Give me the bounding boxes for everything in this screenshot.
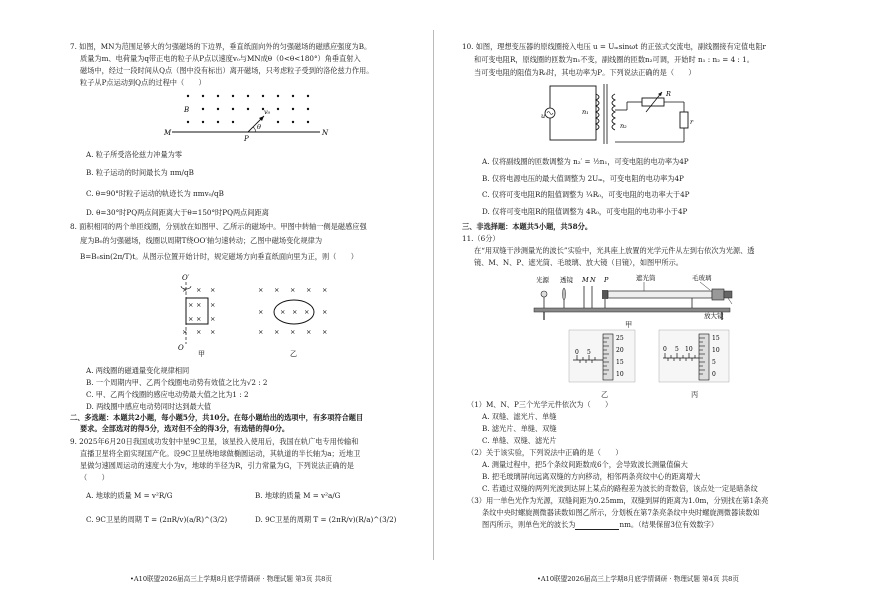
svg-text:×: × <box>188 301 194 309</box>
q7-line2: 质量为m、电荷量为q带正电的粒子从P点以速度v₀与MN成θ（0<θ<180°）角垂直射入 <box>80 54 361 63</box>
q8-yi-cross-marks <box>258 286 327 336</box>
svg-text:×: × <box>182 328 188 336</box>
q7-fig-M: M <box>164 129 172 137</box>
svg-text:×: × <box>292 308 298 316</box>
q11-fig-magnifier: 放大镜 <box>704 312 724 320</box>
q10-fig-n1: n₁ <box>582 108 589 116</box>
svg-text:×: × <box>210 286 216 294</box>
svg-text:×: × <box>290 286 296 294</box>
q10-transformer-circuit <box>542 80 702 150</box>
q11-part2-option-c: C. 若通过双缝的两列光波到达屏上某点的路程差为波长的奇数倍，该点处一定是暗条纹 <box>482 484 758 493</box>
q9-line1: 9. 2025年6月20日我国成功发射中星9C卫星，该星投入使用后，我国在轨广电专用传输和 <box>70 437 359 446</box>
q11-part2-option-b: B. 把毛玻璃屏向远离双缝的方向移动，相邻两条亮纹中心的距离增大 <box>482 472 701 481</box>
svg-text:×: × <box>290 328 296 336</box>
q11-yi-scale-10: 10 <box>616 371 624 378</box>
q11-fig-N: N <box>590 276 596 284</box>
q11-fig-P: P <box>604 276 609 284</box>
right-page <box>437 0 870 591</box>
section2-line2: 要求。全部选对的得5分，选对但不全的得3分，有选错的得0分。 <box>80 424 290 433</box>
q11-fig-label-bing: 丙 <box>691 390 699 399</box>
q11-optical-bench-figure <box>532 268 742 324</box>
svg-text:×: × <box>196 301 202 309</box>
q11-yi-scale-15: 15 <box>616 359 624 366</box>
q7-line1: 7. 如图，MN为范围足够大的匀强磁场的下边界，垂直纸面向外的匀强磁场的磁感应强度为B。 <box>70 42 372 51</box>
q11-bing-ruler-10: 10 <box>685 346 693 353</box>
field-dots <box>187 95 309 123</box>
q7-option-d: D. θ=30°时PQ两点间距离大于θ=150°时PQ两点间距离 <box>86 208 269 217</box>
q11-micrometer-yi <box>567 328 637 390</box>
q10-fig-n2: n₂ <box>620 122 627 130</box>
q9-option-c: C. 9C卫星的周期 T = (2πR/v)(a/R)^(3/2) <box>86 515 228 524</box>
left-page-footer: •A10联盟2026届高三上学期8月底学情调研 · 物理试题 第3页 共8页 <box>130 575 332 583</box>
svg-text:×: × <box>280 308 286 316</box>
q10-fig-R: R <box>666 90 671 98</box>
svg-text:×: × <box>322 328 328 336</box>
svg-text:×: × <box>258 286 264 294</box>
q11-fig-source: 光源 <box>536 276 549 284</box>
q10-option-c: C. 仅将可变电阻R的阻值调整为 ¼R₀，可变电阻的电功率大于4P <box>482 190 690 199</box>
q11-yi-ruler-0: 0 <box>575 349 579 356</box>
left-page <box>0 0 433 591</box>
q11-yi-scale-25: 25 <box>616 335 624 342</box>
svg-text:×: × <box>196 286 202 294</box>
q11-part1-option-a: A. 双缝、滤光片、单缝 <box>482 412 557 421</box>
q7-fig-v0: v₀ <box>264 108 271 116</box>
q11-line1: 11.（6分） <box>462 234 500 243</box>
q10-line3: 当可变电阻的阻值为R₀时，其电功率为P。下列说法正确的是（ ） <box>474 68 696 77</box>
q7-fig-B: B <box>184 106 190 114</box>
q8-fig-o1: O′ <box>182 274 190 282</box>
q11-part3-line1: （3）用一单色光作为光源，双缝间距为0.25mm，双缝到屏的距离为1.0m，分别找在第1条亮 <box>467 496 769 505</box>
q11-part1-option-c: C. 单缝、双缝、滤光片 <box>482 436 557 445</box>
q11-bing-scale-5: 5 <box>712 359 716 366</box>
q11-part3-line3 <box>482 520 718 530</box>
q8-fig-o2: O <box>178 344 184 352</box>
q8-option-a: A. 两线圈的磁通量变化规律相同 <box>86 366 190 375</box>
section2-line1: 二、多选题：本题共2小题，每小题5分，共10分。在每小题给出的选项中，有多项符合题目 <box>70 413 364 422</box>
q11-fig-lens: 透镜 <box>560 276 573 284</box>
svg-text:×: × <box>258 308 264 316</box>
q7-option-c: C. θ=90°时粒子运动的轨迹长为 πmv₀/qB <box>86 189 224 198</box>
q9-line2: 直播卫星将全面实现国产化。设9C卫星绕地球做椭圆运动，其轨道的半长轴为a；近地卫 <box>80 449 361 458</box>
q7-option-b: B. 粒子运动的时间最长为 πm/qB <box>86 168 194 177</box>
q7-option-a: A. 粒子所受洛伦兹力冲量为零 <box>86 150 183 159</box>
svg-text:×: × <box>274 286 280 294</box>
q11-part1: （1）M、N、P三个光学元件依次为（ ） <box>467 400 613 409</box>
q11-fig-M: M <box>582 276 589 284</box>
q11-part1-option-b: B. 滤光片、单缝、双缝 <box>482 424 557 433</box>
q11-bing-scale-10: 10 <box>712 347 720 354</box>
q8-line3: B=B₀sin(2π/T)t。从图示位置开始计时，规定磁场方向垂直纸面向里为正，则（ ） <box>80 252 358 261</box>
q9-option-b: B. 地球的质量 M = v²a/G <box>255 491 341 500</box>
q7-fig-theta: θ <box>257 123 261 131</box>
svg-text:×: × <box>322 286 328 294</box>
q11-fig-glass: 毛玻璃 <box>692 274 712 282</box>
q9-option-d: D. 9C卫星的周期 T = (2πR/v)(R/a)^(3/2) <box>255 515 397 524</box>
svg-text:×: × <box>274 328 280 336</box>
page-divider <box>433 30 434 560</box>
q11-bing-scale-0: 0 <box>712 371 716 378</box>
q8-coils-figure <box>170 272 350 358</box>
svg-text:×: × <box>258 328 264 336</box>
q10-line2: 和可变电阻R，原线圈的匝数为n₁不变，副线圈的匝数n₂可调，开始时 n₁ : n₂ = 4 : 1。 <box>474 55 754 64</box>
q10-option-a: A. 仅将副线圈的匝数调整为 n₂′ = ½n₁，可变电阻的电功率为4P <box>482 157 689 166</box>
q7-magnetic-field-figure <box>160 90 330 142</box>
q11-micrometer-bing <box>657 328 731 390</box>
q11-part3-text-pre: 图丙所示，则单色光的波长为 <box>482 520 576 529</box>
q7-line3: 磁场中，经过一段时间从Q点（图中没有标出）离开磁场，只考虑粒子受到的洛伦兹力作用。 <box>80 66 374 75</box>
q11-part3-line2: 条纹中央时螺旋测微器读数如图乙所示，分划板在第7条亮条纹中央时螺旋测微器读数如 <box>482 508 760 517</box>
q8-option-c: C. 甲、乙两个线圈的感应电动势最大值之比为1 : 2 <box>86 390 249 399</box>
q10-option-b: B. 仅将电源电压的最大值调整为 2Uₘ，可变电阻的电功率为4P <box>482 174 684 183</box>
section3-title: 三、非选择题：本题共5小题，共58分。 <box>462 222 593 231</box>
q7-fig-N: N <box>322 129 329 137</box>
svg-text:×: × <box>182 286 188 294</box>
q8-jia-cross-marks <box>182 286 215 336</box>
q11-bing-ruler-5: 5 <box>675 346 679 353</box>
svg-text:×: × <box>196 328 202 336</box>
q8-fig-yi: 乙 <box>290 350 297 358</box>
q11-part2: （2）关于该实验，下列说法中正确的是（ ） <box>467 448 623 457</box>
svg-text:×: × <box>210 328 216 336</box>
svg-text:×: × <box>188 315 194 323</box>
right-page-footer: •A10联盟2026届高三上学期8月底学情调研 · 物理试题 第4页 共8页 <box>537 575 739 583</box>
q10-fig-r: r <box>690 118 694 126</box>
q8-option-b: B. 一个周期内甲、乙两个线圈电动势有效值之比为√2 : 2 <box>86 378 268 387</box>
q10-fig-u: u <box>541 112 546 120</box>
svg-text:×: × <box>306 328 312 336</box>
q7-fig-P: P <box>244 135 249 143</box>
q9-option-a: A. 地球的质量 M = v²R/G <box>86 491 173 500</box>
q10-option-d: D. 仅将可变电阻R的阻值调整为 4R₀，可变电阻的电功率小于4P <box>482 207 688 216</box>
q10-line1: 10. 如图，理想变压器的原线圈接入电压 u = Uₘsinωt 的正弦式交流电，副线圈接有定值电阻r <box>462 42 766 51</box>
q11-fig-tube: 遮光筒 <box>636 274 656 282</box>
q11-bing-scale-15: 15 <box>712 335 720 342</box>
q11-part3-text-post: nm。（结果保留3位有效数字） <box>619 520 719 529</box>
q11-answer-blank[interactable] <box>575 521 619 530</box>
q11-line2: 在“用双缝干涉测量光的波长”实验中，光具座上放置的光学元件从左到右依次为光源、透 <box>474 246 755 255</box>
q9-line4: （ ） <box>80 473 109 482</box>
q11-yi-ruler-5: 5 <box>587 349 591 356</box>
q8-option-d: D. 两线圈中感应电动势同时达到最大值 <box>86 402 212 411</box>
q11-bing-ruler-0: 0 <box>663 346 667 353</box>
q11-line3: 镜、M、N、P、遮光筒、毛玻璃、放大镜（目镜），如图甲所示。 <box>474 258 683 267</box>
svg-text:×: × <box>210 301 216 309</box>
q8-line1: 8. 面积相同的两个单匝线圈，分别放在如图甲、乙所示的磁场中。甲图中转轴一侧是磁感应强 <box>70 222 367 231</box>
svg-text:×: × <box>196 315 202 323</box>
q11-part2-option-a: A. 测量过程中，把5个条纹间距数成6个，会导致波长测量值偏大 <box>482 460 688 469</box>
q8-line2: 度为B₀的匀强磁场，线圈以周期T绕OO′轴匀速转动；乙图中磁场变化规律为 <box>80 236 323 245</box>
q11-yi-scale-20: 20 <box>616 347 624 354</box>
q9-line3: 星做匀速圆周运动的速度大小为v，地球的半径为R，引力常量为G，下列说法正确的是 <box>80 461 354 470</box>
q11-fig-label-yi: 乙 <box>601 390 609 399</box>
svg-text:×: × <box>304 308 310 316</box>
svg-text:×: × <box>306 286 312 294</box>
q11-fig-label-jia: 甲 <box>625 320 633 329</box>
svg-text:×: × <box>322 308 328 316</box>
q8-fig-jia: 甲 <box>198 350 205 358</box>
q7-line4: 粒子从P点运动到Q点的过程中（ ） <box>80 78 206 87</box>
svg-text:×: × <box>210 315 216 323</box>
